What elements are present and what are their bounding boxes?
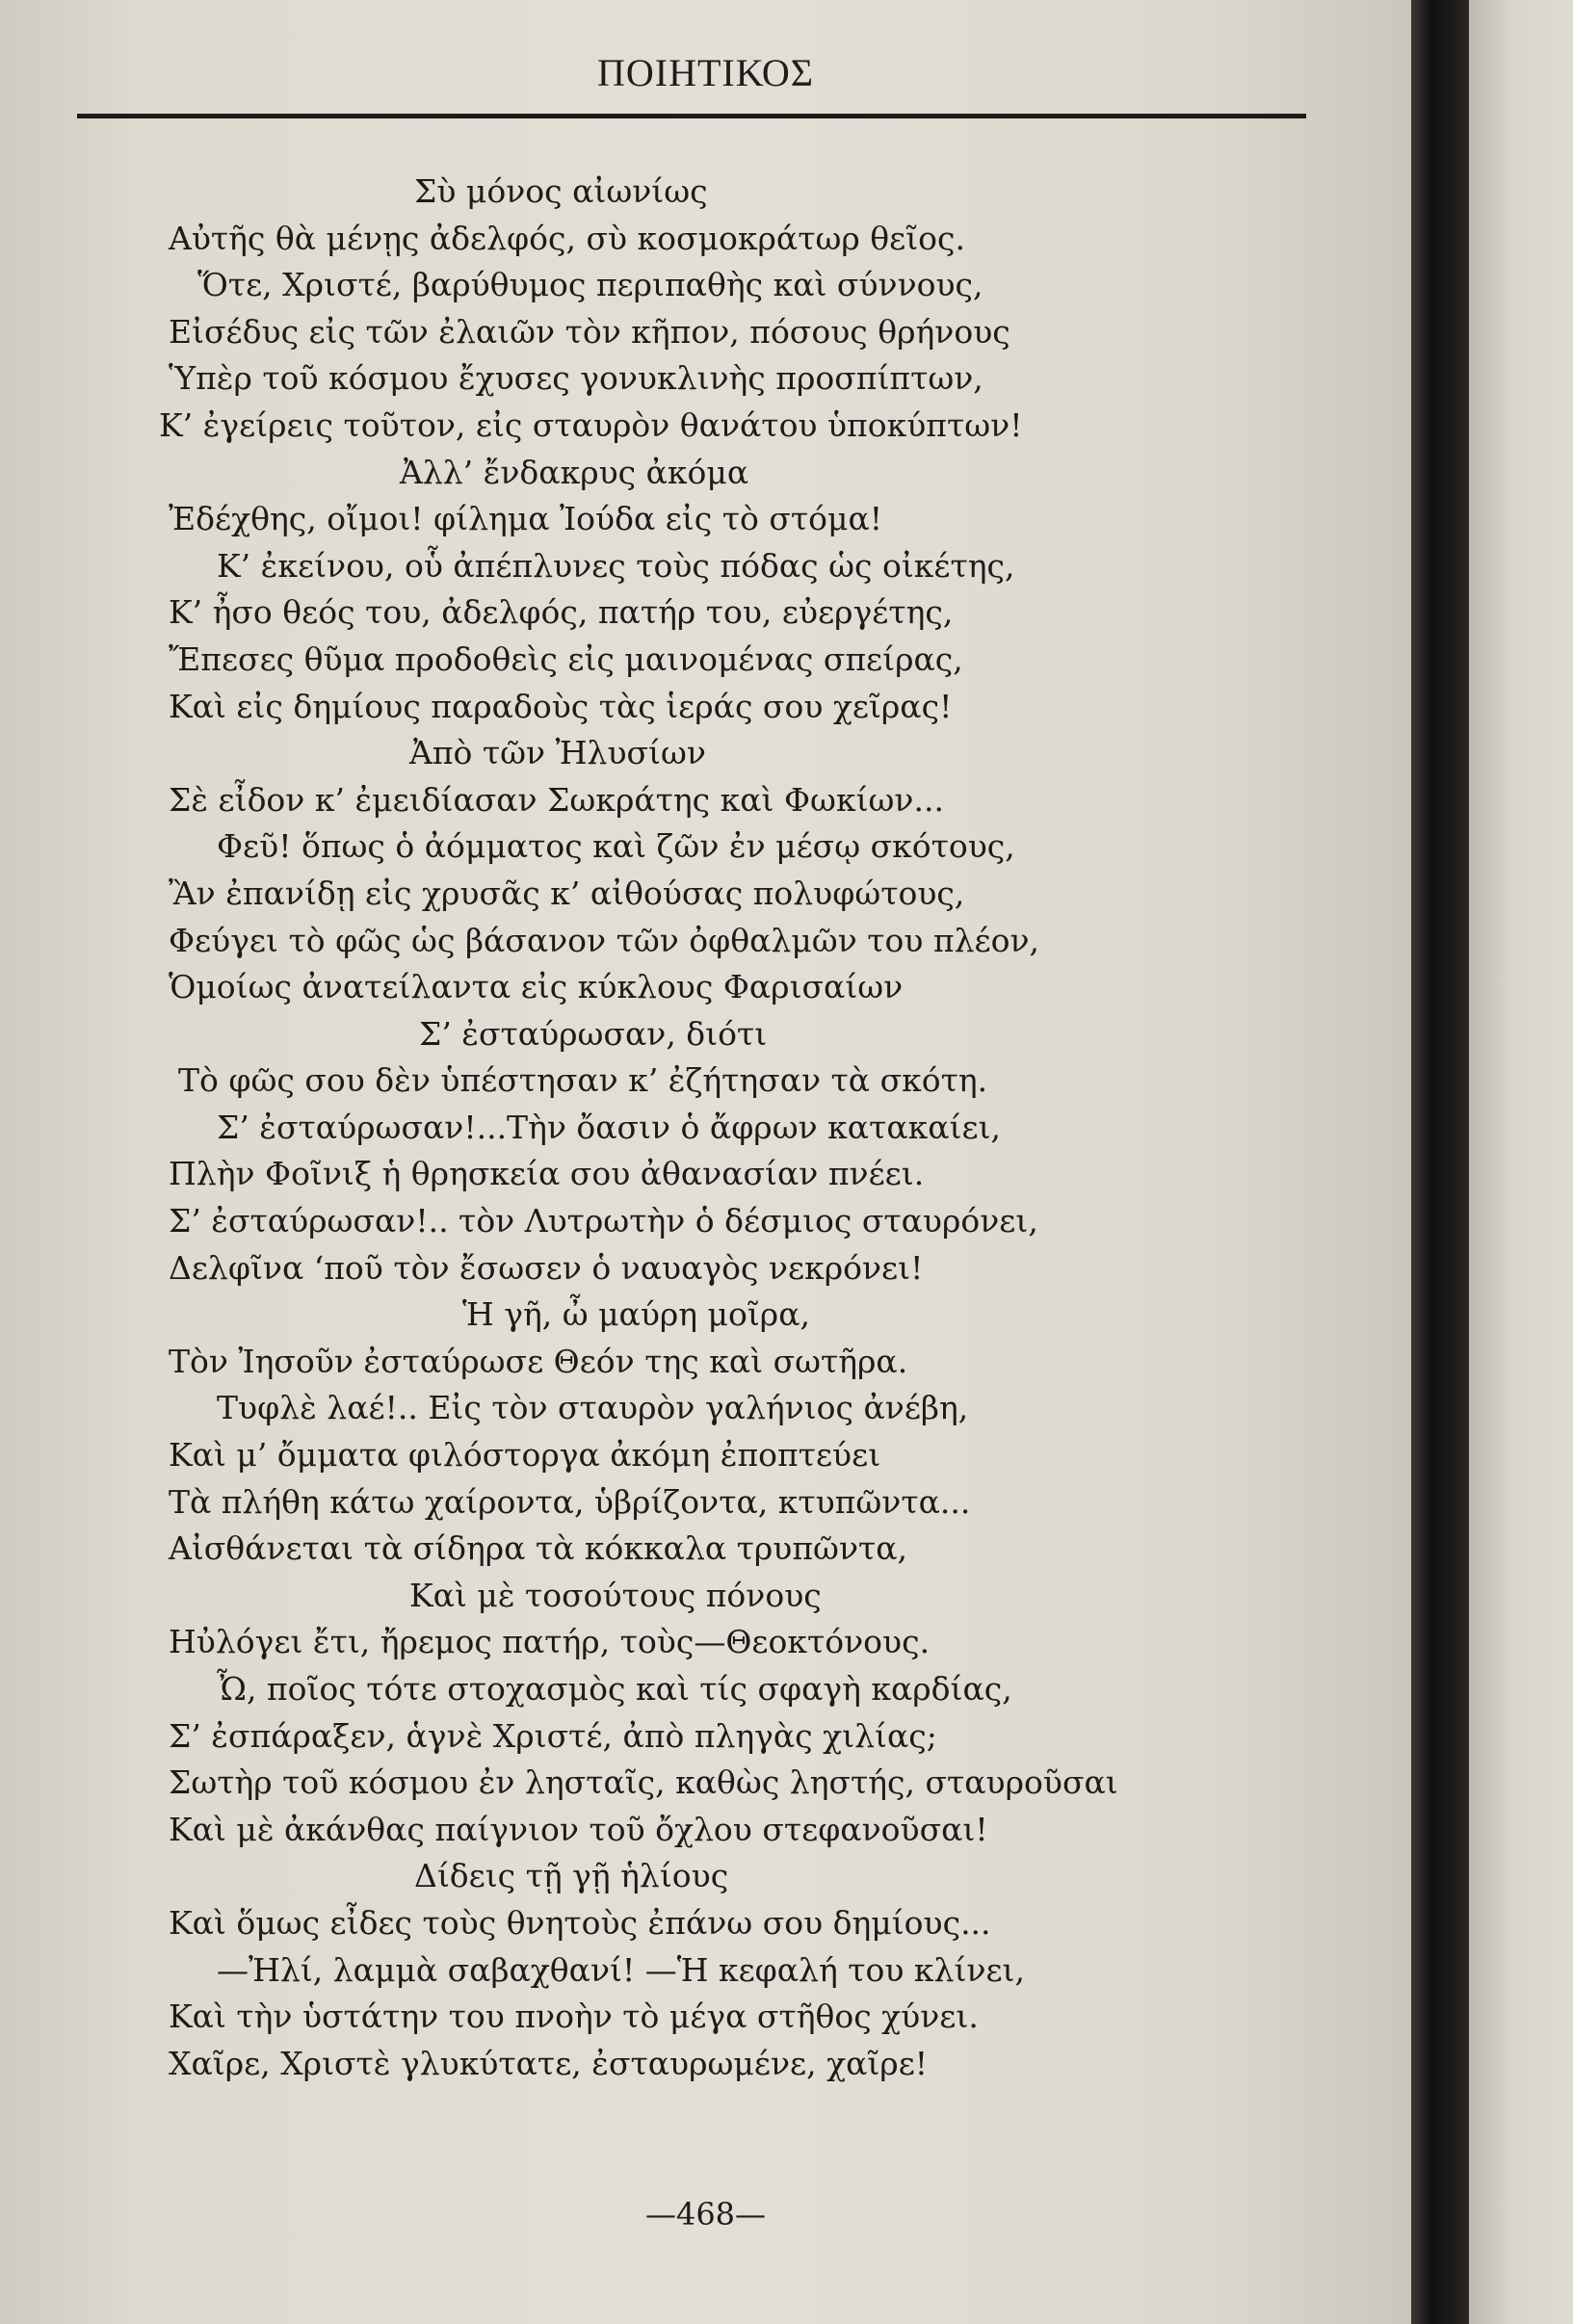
poem-line: Καὶ εἰς δημίους παραδοὺς τὰς ἱεράς σου χεῖρας! <box>169 687 953 725</box>
poem-line: Φεύγει τὸ φῶς ὡς βάσανον τῶν ὀφθαλμῶν του πλέον, <box>169 921 1040 959</box>
poem-line: Ἡ γῆ, ὦ μαύρη μοῖρα, <box>462 1295 810 1334</box>
poem-line: Σ’ ἐσταύρωσαν!...Τὴν ὄασιν ὁ ἄφρων κατακαίει, <box>217 1108 1001 1146</box>
poem-line: Καὶ ὅμως εἶδες τοὺς θνητοὺς ἐπάνω σου δημίους... <box>169 1903 991 1942</box>
poem-line: Ἀλλ’ ἔνδακρυς ἀκόμα <box>400 453 749 491</box>
running-head: ΠΟΙΗΤΙΚΟΣ <box>596 51 815 94</box>
poem-line: Ἂν ἐπανίδῃ εἰς χρυσᾶς κ’ αἰθούσας πολυφώτους, <box>169 874 965 912</box>
poem-line: Πλὴν Φοῖνιξ ἡ θρησκεία σου ἀθανασίαν πνέει. <box>169 1155 925 1193</box>
poem-line: Ὑπὲρ τοῦ κόσμου ἔχυσες γονυκλινὴς προσπίπτων, <box>169 359 983 398</box>
book-gutter <box>1411 0 1469 2324</box>
poem <box>154 169 1137 2087</box>
poem-line: Χαῖρε, Χριστὲ γλυκύτατε, ἐσταυρωμένε, χαῖρε! <box>169 2044 929 2082</box>
poem-line: Καὶ μὲ ἀκάνθας παίγνιον τοῦ ὄχλου στεφανοῦσαι! <box>169 1810 988 1848</box>
poem-line: Τὰ πλήθη κάτω χαίροντα, ὑβρίζοντα, κτυπῶντα... <box>169 1482 971 1521</box>
poem-line: Κ’ ἦσο θεός του, ἀδελφός, πατήρ του, εὐεργέτης, <box>169 593 954 632</box>
poem-line: Τὸν Ἰησοῦν ἐσταύρωσε Θεόν της καὶ σωτῆρα. <box>169 1342 908 1380</box>
poem-line: Ὦ, ποῖος τότε στοχασμὸς καὶ τίς σφαγὴ καρδίας, <box>217 1670 1012 1708</box>
poem-line: Ὅτε, Χριστέ, βαρύθυμος περιπαθὴς καὶ σύννους, <box>197 266 983 304</box>
poem-line: Ὁμοίως ἀνατείλαντα εἰς κύκλους Φαρισαίων <box>169 968 904 1006</box>
poem-line: Σὲ εἶδον κ’ ἐμειδίασαν Σωκράτης καὶ Φωκίων... <box>169 780 944 819</box>
poem-line: Κ’ ἐκείνου, οὗ ἀπέπλυνες τοὺς πόδας ὡς οἰκέτης, <box>217 546 1015 585</box>
page-number: —468— <box>644 2196 767 2233</box>
poem-line: Ἐδέχθης, οἴμοι! φίλημα Ἰούδα εἰς τὸ στόμα! <box>169 500 883 538</box>
poem-line: Σ’ ἐσταύρωσαν!.. τὸν Λυτρωτὴν ὁ δέσμιος σταυρόνει, <box>169 1202 1038 1240</box>
poem-line: Εἰσέδυς εἰς τῶν ἐλαιῶν τὸν κῆπον, πόσους θρήνους <box>169 312 1010 351</box>
poem-line: Καὶ μὲ τοσούτους πόνους <box>409 1576 822 1614</box>
facing-page-edge <box>1469 0 1573 2324</box>
poem-line: Καὶ μ’ ὄμματα φιλόστοργα ἀκόμη ἐποπτεύει <box>169 1436 881 1475</box>
poem-line: Κ’ ἐγείρεις τοῦτον, εἰς σταυρὸν θανάτου ὑποκύπτων! <box>159 405 1023 444</box>
poem-line: Καὶ τὴν ὑστάτην του πνοὴν τὸ μέγα στῆθος χύνει. <box>169 1998 979 2036</box>
poem-line: Ἔπεσες θῦμα προδοθεὶς εἰς μαινομένας σπείρας, <box>169 640 963 678</box>
poem-line: Τυφλὲ λαέ!.. Εἰς τὸν σταυρὸν γαλήνιος ἀνέβη, <box>217 1389 969 1427</box>
poem-line: Ἀπὸ τῶν Ἠλυσίων <box>409 734 706 772</box>
poem-line: —Ἠλί, λαμμὰ σαβαχθανί! —Ἡ κεφαλή του κλίνει, <box>217 1950 1025 1989</box>
poem-line: Σ’ ἐσπάραξεν, ἁγνὲ Χριστέ, ἀπὸ πληγὰς χιλίας; <box>169 1716 937 1755</box>
poem-line: Σωτὴρ τοῦ κόσμου ἐν λησταῖς, καθὼς ληστής, σταυροῦσαι <box>169 1763 1118 1802</box>
poem-line: Δελφῖνα ‘ποῦ τὸν ἔσωσεν ὁ ναυαγὸς νεκρόνει! <box>169 1248 924 1287</box>
poem-line: Σ’ ἐσταύρωσαν, διότι <box>419 1014 768 1053</box>
header-rule <box>77 114 1306 118</box>
poem-line: Τὸ φῶς σου δὲν ὑπέστησαν κ’ ἐζήτησαν τὰ σκότη. <box>178 1061 988 1100</box>
poem-line: Αἰσθάνεται τὰ σίδηρα τὰ κόκκαλα τρυπῶντα, <box>169 1529 908 1568</box>
poem-line: Ηὐλόγει ἔτι, ἤρεμος πατήρ, τοὺς—Θεοκτόνους. <box>169 1623 931 1661</box>
poem-line: Δίδεις τῇ γῇ ἡλίους <box>414 1857 729 1895</box>
poem-line: Φεῦ! ὅπως ὁ ἀόμματος καὶ ζῶν ἐν μέσῳ σκότους, <box>217 827 1015 866</box>
poem-line: Αὐτῆς θὰ μένῃς ἀδελφός, σὺ κοσμοκράτωρ θεῖος. <box>169 219 965 257</box>
poem-line: Σὺ μόνος αἰωνίως <box>414 172 708 210</box>
